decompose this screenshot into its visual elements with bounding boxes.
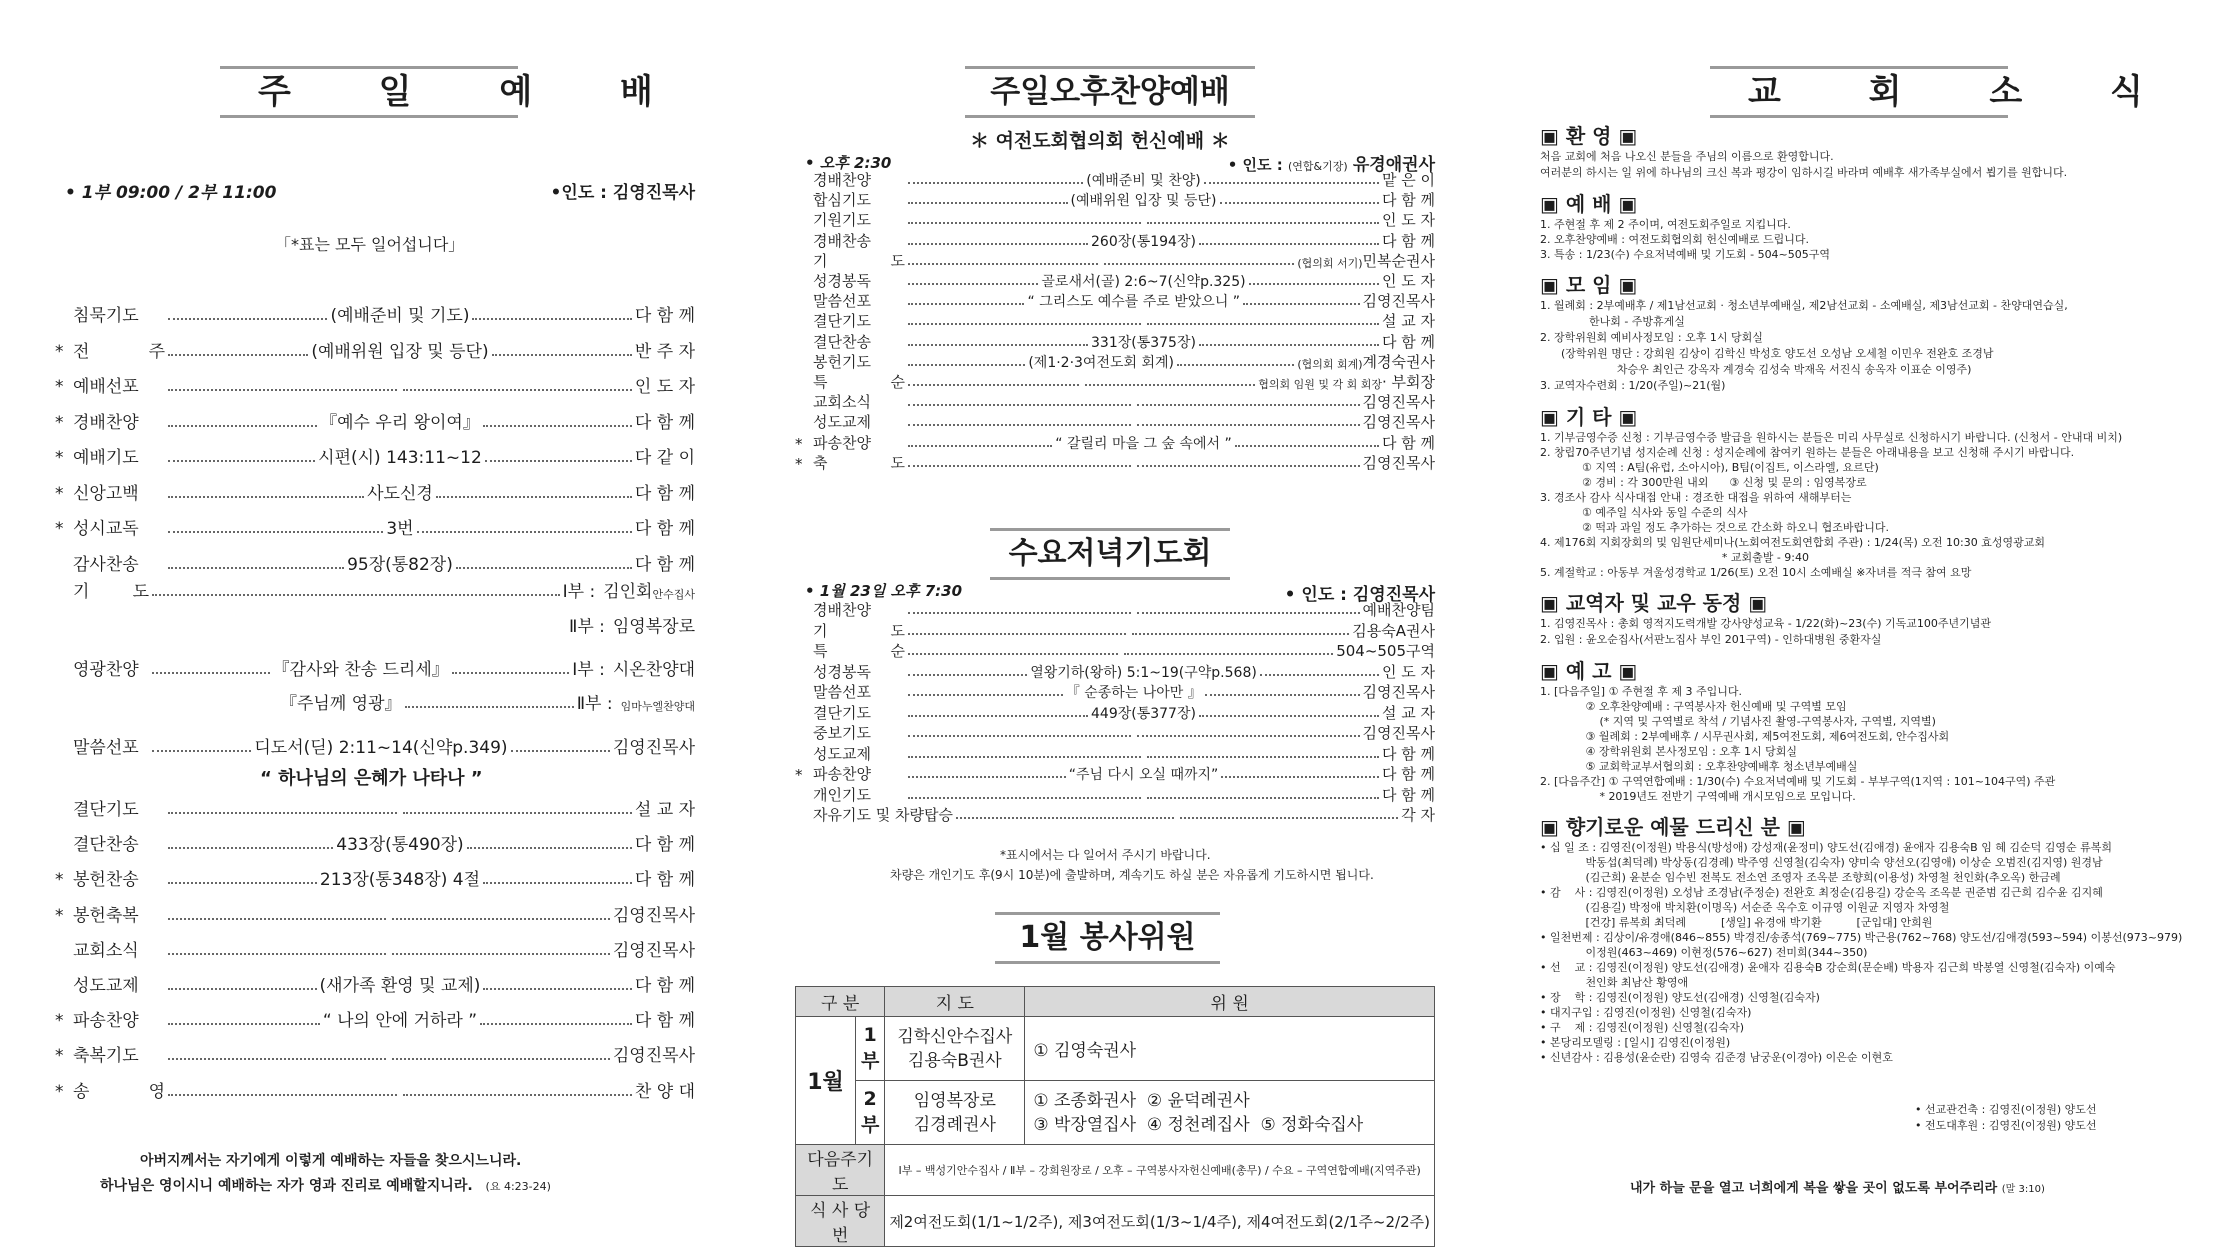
standing-mark: * (55, 905, 64, 926)
news-line: ② 오후찬양예배 : 구역봉사자 헌신예배 및 구역별 모임 (1540, 700, 1847, 713)
order-row (55, 296, 695, 326)
order-row (795, 453, 1435, 473)
order-name: 말씀선포 (73, 738, 139, 758)
order-name: 송 영 (73, 1081, 165, 1102)
part-1-guides (885, 1017, 1025, 1081)
news-line: (김용길) 박정애 박치환(이명옥) 서순준 옥수호 이규영 이원균 지영자 차영철 (1540, 901, 1950, 914)
order-name: 특 순 (813, 642, 905, 660)
news-line: 1. 주현절 후 제 2 주이며, 여전도회주일로 지킵니다. (1540, 218, 1791, 231)
news-line: • 감 사 : 김영진(이정원) 오성남 조경남(주정순) 전완호 최정순(김용길) 강순옥 조옥분 권준범 김근희 김수윤 김지혜 (1540, 886, 2103, 899)
order-detail: “ 나의 안에 거하라 ” (322, 1011, 478, 1032)
order-row (795, 412, 1435, 432)
order-detail: 3번 (386, 519, 414, 539)
praise-song-1: 『감사와 찬송 드리세』 (272, 660, 449, 680)
news-line: ① 예주일 식사와 동일 수준의 식사 (1540, 506, 1748, 519)
news-line: 여러분의 하시는 일 위에 하나님의 크신 복과 평강이 임하시길 바라며 예배후 새가족부실에서 뵙기를 원합니다. (1540, 166, 2068, 179)
news-line: [건강] 류복희 최덕례 [생일] 유경애 박기환 [군입대] 안희원 (1540, 916, 1933, 929)
vehicle-note: 차량은 개인기도 후(9시 10분)에 출발하며, 계속기도 하실 분은 자유롭게 기도하시면 됩니다. (890, 868, 1374, 882)
standing-mark: * (55, 341, 64, 362)
order-name: 합심기도 (813, 191, 871, 210)
news-line: ② 경비 : 각 300만원 내외 ③ 신청 및 문의 : 임영복장로 (1540, 476, 1867, 489)
news-line: ② 떡과 과일 정도 추가하는 것으로 간소화 하오니 협조바랍니다. (1540, 521, 1889, 534)
news-line: 2. 창립70주년기념 성지순례 신청 : 성지순례에 참여키 원하는 분들은 아래내용을 보고 신청해 주시기 바랍니다. (1540, 446, 2075, 459)
order-name: 성도교제 (73, 976, 139, 996)
standing-mark: * (795, 434, 803, 453)
standing-mark: * (55, 519, 64, 539)
order-detail: 사도신경 (367, 483, 433, 504)
news-line: 천인화 최남산 황영애 (1540, 976, 1689, 989)
closing-verse-text: 내가 하늘 문을 열고 너희에게 복을 쌓을 곳이 없도록 부어주리라 (1630, 1181, 1998, 1196)
standing-note-2: *표시에서는 다 일어서 주시기 바랍니다. (1000, 848, 1211, 862)
news-line: 1. 김영진목사 : 총회 영적지도력개발 강사양성교육 - 1/22(화)~23(수) 기독교100주년기념관 (1540, 617, 1991, 630)
order-row (55, 825, 695, 855)
order-row (795, 170, 1435, 190)
order-name: 신앙고백 (73, 483, 139, 504)
order-name: 말씀선포 (813, 292, 871, 311)
order-name: 봉헌찬송 (73, 870, 139, 891)
leader-name: 유경애권사 (1352, 155, 1435, 175)
afternoon-worship-column (795, 0, 1435, 1246)
order-leader: 다 함 께 (634, 835, 695, 856)
order-detail: 95장(통82장) (347, 554, 453, 575)
order-row (55, 509, 695, 539)
order-name: 말씀선포 (813, 683, 871, 701)
news-line: • 구 제 : 김영진(이정원) 신영철(김숙자) (1540, 1021, 1745, 1034)
order-row (55, 1001, 695, 1031)
wednesday-leader: • 인도 : 김영진목사 (1284, 585, 1435, 605)
order-detail: (제1·2·3여전도회 회계) (1028, 354, 1174, 371)
order-name: 전 주 (73, 341, 165, 362)
order-leader: 다 함 께 (1381, 191, 1435, 210)
standing-mark: * (55, 377, 64, 397)
col-header-members: 위 원 (1025, 987, 1435, 1017)
order-row (55, 403, 695, 433)
praise-part2-choir: 임마누엘찬양대 (620, 700, 695, 713)
order-name: 결단찬송 (73, 835, 139, 856)
afternoon-time: • 오후 2:30 (805, 154, 892, 172)
order-name: 성시교독 (73, 519, 139, 539)
prayer-row (55, 572, 695, 602)
order-name: 경배찬양 (813, 601, 871, 619)
order-row (55, 474, 695, 504)
sermon-title: “ 하나님의 은혜가 나타나 ” (260, 768, 483, 789)
order-row (795, 372, 1435, 392)
order-leader: 다 함 께 (634, 554, 695, 575)
order-row (795, 600, 1435, 620)
order-leader: 반 주 자 (634, 341, 695, 362)
order-name: 성경봉독 (813, 662, 871, 681)
closing-verse-ref: (말 3:10) (2001, 1184, 2045, 1195)
standing-mark: * (55, 448, 64, 468)
member-name: ④ 정천례집사 (1146, 1114, 1250, 1135)
order-leader: 다 같 이 (634, 448, 695, 468)
standing-mark: * (795, 454, 803, 473)
standing-note: 「*표는 모두 일어섭니다」 (275, 235, 465, 254)
news-line: 처음 교회에 처음 나오신 분들을 주님의 이름으로 환영합니다. (1540, 150, 1834, 163)
next-prayer-value: Ⅰ부 – 백성기안수집사 / Ⅱ부 – 강희원장로 / 오후 – 구역봉사자헌신예배(총무) / 수요 – 구역연합예배(지역주관) (885, 1145, 1435, 1196)
order-name: 영광찬양 (73, 660, 139, 680)
offering-extra-1: • 선교관건축 : 김영진(이정원) 양도선 (1915, 1103, 2097, 1116)
order-row (795, 231, 1435, 251)
order-leader: 다 함 께 (634, 976, 695, 996)
order-leader: 김영진목사 (1362, 683, 1435, 701)
order-name: 성경봉독 (813, 272, 871, 290)
order-detail: “주님 다시 오실 때까지” (1068, 767, 1219, 783)
guide-name: 김학신안수집사 (897, 1026, 1013, 1047)
meal-duty-label: 식 사 당 번 (796, 1196, 885, 1247)
news-line: 박동섭(최덕례) 박상동(김경례) 박주영 신영철(김숙자) 양미숙 양선오(김영애) 이상순 오범진(김지영) 원경남 (1540, 856, 2103, 869)
order-name: 자유기도 및 차량탑승 (813, 806, 953, 824)
member-name: ⑤ 정화숙집사 (1260, 1114, 1364, 1135)
order-leader: 예배찬양팀 (1362, 601, 1435, 619)
prayer-part2-name: 임영복장로 (612, 617, 695, 637)
order-name: 감사찬송 (73, 554, 139, 575)
news-line: 2. 입원 : 윤오순집사(서판노집사 부인 201구역) - 인하대병원 중환자실 (1540, 633, 1882, 646)
order-row (55, 332, 695, 362)
order-row (795, 662, 1435, 682)
order-name: 축 도 (813, 453, 905, 472)
order-detail: 433장(통490장) (336, 835, 464, 856)
praise-song-2: 『주님께 영광』 (280, 694, 402, 714)
sunday-worship-column (55, 0, 695, 1240)
order-row (795, 805, 1435, 825)
order-leader: · 부회장 (1381, 373, 1435, 391)
leader-label: • 인도 : (1227, 156, 1283, 174)
news-line: 1. [다음주일] ① 주현절 후 제 3 주입니다. (1540, 685, 1743, 698)
order-row (795, 311, 1435, 331)
order-leader: 계경숙권사 (1362, 352, 1435, 371)
news-line: ① 지역 : A팀(유럽, 소아시아), B팀(이집트, 이스라엘, 요르단) (1540, 461, 1879, 474)
news-line: ④ 장학위원회 본사정모임 : 오후 1시 당회실 (1540, 745, 1798, 758)
prayer-part1-label: Ⅰ부 : (562, 582, 596, 602)
glory-praise-row (55, 650, 695, 680)
order-leader: 찬 양 대 (634, 1081, 695, 1102)
order-leader: 설 교 자 (1381, 312, 1435, 331)
meal-duty-value: 제2여전도회(1/1~1/2주), 제3여전도회(1/3~1/4주), 제4여전도회(2/1주~2/2주) (885, 1196, 1435, 1247)
order-row (55, 790, 695, 820)
order-name: 결단기도 (813, 703, 871, 722)
order-name: 결단찬송 (813, 332, 871, 351)
order-row (795, 621, 1435, 641)
verse-reference: (요 4:23-24) (485, 1180, 551, 1193)
standing-mark: * (55, 1081, 64, 1102)
prayer-part1-name: 김인회 (603, 582, 653, 602)
afternoon-subtitle: ＊ 여전도회협의회 헌신예배 ＊ (970, 130, 1230, 152)
order-name: 성도교제 (813, 744, 871, 763)
news-line: (김근희) 윤분순 임수빈 전복도 전소연 조영자 조옥분 조향희(이용성) 차영철 천인화(추오옥) 한금례 (1540, 871, 2061, 884)
order-leader: 김영진목사 (1362, 393, 1435, 412)
leader-note: (협의회 회계) (1297, 357, 1363, 371)
order-name: 봉헌축복 (73, 905, 139, 926)
order-name: 기원기도 (813, 211, 871, 230)
order-leader: 인 도 자 (1381, 272, 1435, 290)
order-detail: 열왕기하(왕하) 5:1~19(구약p.568) (1030, 664, 1257, 681)
order-name: 경배찬양 (813, 171, 871, 189)
order-detail: 331장(통375장) (1091, 334, 1196, 351)
month-cell: 1월 (796, 1017, 856, 1145)
news-line: 3. 교역자수련회 : 1/20(주일)~21(월) (1540, 379, 1726, 392)
order-leader: 김영진목사 (1362, 292, 1435, 311)
order-row (795, 251, 1435, 271)
order-leader: 다 함 께 (634, 483, 695, 504)
praise-part2-label: Ⅱ부 : (576, 694, 613, 714)
news-line: 5. 계절학교 : 아동부 겨울성경학교 1/26(토) 오전 10시 소예배실 ※자녀를 적극 참여 요망 (1540, 566, 1972, 579)
order-leader: 다 함 께 (1381, 765, 1435, 783)
guide-name: 김용숙B권사 (907, 1050, 1002, 1071)
order-row (55, 545, 695, 575)
order-leader: 김영진목사 (1362, 413, 1435, 432)
order-row (795, 392, 1435, 412)
col-header-guide: 지 도 (885, 987, 1025, 1017)
news-line: 1. 기부금영수증 신청 : 기부금영수증 발급을 원하시는 분들은 미리 사무실로 신청하시기 바랍니다. (신청서 - 안내대 비치) (1540, 431, 2123, 444)
news-line: 이정원(463~469) 이현정(576~627) 전미희(344~350) (1540, 946, 1868, 959)
news-section-heading: ▣ 예 배 ▣ (1540, 192, 1638, 216)
news-section-heading: ▣ 교역자 및 교우 동정 ▣ (1540, 591, 1768, 615)
order-row (795, 744, 1435, 764)
order-detail: 시편(시) 143:11~12 (318, 448, 482, 468)
leader-note: (협의회 서기) (1297, 256, 1363, 270)
order-name: 파송찬양 (73, 1011, 139, 1032)
news-section-heading: ▣ 기 타 ▣ (1540, 405, 1638, 429)
order-detail: “ 그리스도 예수를 주로 받았으니 ” (1027, 294, 1241, 311)
news-section-heading: ▣ 향기로운 예물 드리신 분 ▣ (1540, 815, 1806, 839)
member-name: ② 윤덕례권사 (1146, 1090, 1250, 1111)
order-row (795, 352, 1435, 372)
standing-mark: * (55, 483, 64, 504)
news-line: • 본당리모델링 : [일시] 김영진(이정원) (1540, 1036, 1731, 1049)
order-leader: 인 도 자 (1381, 662, 1435, 681)
standing-mark: * (55, 870, 64, 891)
news-line: 2. 오후찬양예배 : 여전도회협의회 헌신예배로 드립니다. (1540, 233, 1809, 246)
praise-part1-choir: 시온찬양대 (612, 660, 695, 680)
order-leader: 인 도 자 (634, 377, 695, 397)
leader-note: (연합&기장) (1287, 160, 1348, 173)
standing-mark: * (55, 1011, 64, 1032)
news-section-heading: ▣ 모 임 ▣ (1540, 273, 1638, 297)
news-line: * 2019년도 전반기 구역예배 개시모임으로 모입니다. (1540, 790, 1856, 803)
order-detail: (새가족 환영 및 교제) (319, 976, 481, 996)
guide-name: 김경례권사 (913, 1114, 996, 1135)
part-1-members: ① 김영숙권사 (1025, 1017, 1435, 1081)
order-detail: 『예수 우리 왕이여』 (320, 412, 480, 433)
news-line: (* 지역 및 구역별로 착석 / 기념사진 촬영-구역봉사자, 구역별, 지역별) (1540, 715, 1936, 728)
order-detail: 골로새서(골) 2:6~7(신약p.325) (1041, 274, 1246, 290)
news-line: • 선 교 : 김영진(이정원) 양도선(김애경) 윤애자 김용숙B 강순희(문순배) 박용자 김근희 박봉열 신영철(김숙자) 이예숙 (1540, 961, 2116, 974)
order-name: 축복기도 (73, 1046, 139, 1067)
order-leader: 다 함 께 (1381, 785, 1435, 804)
order-row (795, 764, 1435, 784)
news-section-heading: ▣ 예 고 ▣ (1540, 659, 1638, 683)
order-name: 예배기도 (73, 448, 139, 468)
leader-note: 협의회 임원 및 각 회 회장 (1258, 378, 1382, 391)
wednesday-title: 수요저녁기도회 (990, 528, 1230, 580)
sermon-leader: 김영진목사 (612, 738, 695, 758)
order-leader: 김용숙A권사 (1352, 621, 1435, 640)
order-leader: 맡 은 이 (1381, 171, 1435, 189)
order-leader: 각 자 (1401, 806, 1435, 824)
news-line: 2. [다음주간] ① 구역연합예배 : 1/30(수) 수요저녁예배 및 기도회 - 부부구역(1지역 : 101~104구역) 주관 (1540, 775, 2056, 788)
order-detail: (예배준비 및 찬양) (1086, 173, 1201, 189)
order-name: 기 도 (73, 582, 149, 602)
order-leader: 설 교 자 (634, 800, 695, 820)
order-row (795, 190, 1435, 210)
order-leader: 김영진목사 (1362, 724, 1435, 742)
order-name: 교회소식 (813, 393, 871, 412)
order-leader: 504~505구역 (1336, 642, 1435, 660)
order-name: 침묵기도 (73, 306, 139, 326)
order-row (55, 896, 695, 926)
volunteer-table (795, 986, 1435, 1247)
part-2-cell: 2부 (856, 1081, 885, 1145)
order-row (795, 210, 1435, 230)
order-name: 경배찬양 (73, 412, 139, 433)
order-row (55, 1036, 695, 1066)
order-detail: (예배위원 입장 및 등단) (311, 341, 489, 362)
order-leader: 다 함 께 (634, 412, 695, 433)
news-line: (장학위원 명단 : 강희원 김상이 김학신 박성호 양도선 오성남 오세철 이민우 전완호 조경남 (1540, 347, 1994, 360)
standing-mark: * (55, 1046, 64, 1067)
order-row (795, 433, 1435, 453)
volunteers-title: 1월 봉사위원 (995, 912, 1220, 964)
order-detail: (예배위원 입장 및 등단) (1070, 193, 1217, 210)
order-leader: 다 함 께 (634, 870, 695, 891)
order-name: 개인기도 (813, 785, 871, 804)
order-row (795, 785, 1435, 805)
verse-line-2 (100, 1175, 551, 1195)
sunday-worship-title: 주 일 예 배 (220, 66, 518, 118)
order-detail: (예배준비 및 기도) (330, 306, 470, 326)
order-detail: 260장(통194장) (1091, 233, 1196, 250)
verse-line-1: 아버지께서는 자기에게 이렇게 예배하는 자들을 찾으시느니라. (140, 1153, 522, 1169)
order-name: 예배선포 (73, 377, 139, 397)
verse-text-2: 하나님은 영이시니 예배하는 자가 영과 진리로 예배할지니라. (100, 1178, 473, 1194)
prayer-part1-title: 안수집사 (652, 588, 695, 601)
order-row (795, 723, 1435, 743)
order-name: 결단기도 (813, 312, 871, 331)
member-name: ③ 박장열집사 (1033, 1114, 1137, 1135)
worship-time: • 1부 09:00 / 2부 11:00 (65, 183, 277, 203)
order-row (55, 860, 695, 890)
sermon-row (55, 728, 695, 758)
part-2-members (1025, 1081, 1435, 1145)
news-line: ③ 월례회 : 2부예배후 / 시무권사회, 제5여전도회, 제6여전도회, 안수집사회 (1540, 730, 1950, 743)
order-leader: 다 함 께 (1381, 744, 1435, 763)
offering-extra-2: • 전도대후원 : 김영진(이정원) 양도선 (1915, 1119, 2097, 1132)
prayer-row-2 (55, 607, 695, 637)
order-name: 교회소식 (73, 940, 139, 961)
part-2-guides (885, 1081, 1025, 1145)
order-row (795, 703, 1435, 723)
guide-name: 임영복장로 (913, 1090, 996, 1111)
order-leader: 김영진목사 (612, 905, 695, 926)
order-detail: 449장(통377장) (1091, 705, 1196, 722)
order-leader: 다 함 께 (1381, 332, 1435, 351)
order-name: 기 도 (813, 621, 905, 640)
order-leader: 김영진목사 (1362, 453, 1435, 472)
order-detail: “ 갈릴리 마을 그 숲 속에서 ” (1055, 435, 1232, 452)
order-leader: 민복순권사 (1362, 251, 1435, 270)
news-line: 4. 제176회 지회장회의 및 임원단세미나(노회여전도회연합회 주관) : 1/24(목) 오전 10:30 효성영광교회 (1540, 536, 2046, 549)
news-line: 3. 특송 : 1/23(수) 수요저녁예배 및 기도회 - 504~505구역 (1540, 248, 1831, 261)
order-name: 경배찬송 (813, 231, 871, 250)
closing-verse (1630, 1177, 2045, 1196)
col-header-division: 구 분 (796, 987, 885, 1017)
order-row (55, 1072, 695, 1102)
order-leader: 다 함 께 (634, 519, 695, 539)
next-prayer-label: 다음주기도 (796, 1145, 885, 1196)
order-row (795, 271, 1435, 291)
member-name: ① 조종화권사 (1033, 1090, 1137, 1111)
order-row (55, 367, 695, 397)
order-leader: 설 교 자 (1381, 703, 1435, 722)
church-news-column (1540, 0, 2183, 1240)
news-line: • 일천번제 : 김상이/유경애(846~855) 박경진/송종석(769~775) 박근용(762~768) 양도선/김애경(593~594) 이봉선(973~979) (1540, 931, 2183, 944)
order-name: 중보기도 (813, 724, 871, 742)
order-name: 결단기도 (73, 800, 139, 820)
afternoon-worship-title: 주일오후찬양예배 (965, 66, 1255, 118)
order-leader: 다 함 께 (634, 1011, 695, 1032)
news-line: 1. 월례회 : 2부예배후 / 제1남선교회 · 청소년부예배실, 제2남선교회 - 소예배실, 제3남선교회 - 찬양대연습실, (1540, 299, 2068, 312)
glory-praise-row-2 (55, 684, 695, 714)
order-name: 파송찬양 (813, 765, 871, 783)
order-row (55, 966, 695, 996)
order-leader: 다 함 께 (1381, 231, 1435, 250)
wednesday-time: • 1월 23일 오후 7:30 (805, 582, 963, 600)
sermon-scripture: 디도서(딛) 2:11~14(신약p.349) (254, 738, 508, 758)
order-row (55, 438, 695, 468)
news-line: 2. 장학위원회 예비사정모임 : 오후 1시 당회실 (1540, 331, 1763, 344)
news-line: • 장 학 : 김영진(이정원) 양도선(김애경) 신영철(김숙자) (1540, 991, 1820, 1004)
order-name: 특 순 (813, 373, 905, 391)
prayer-part2-label: Ⅱ부 : (568, 617, 605, 637)
order-name: 봉헌기도 (813, 352, 871, 371)
part-1-cell: 1부 (856, 1017, 885, 1081)
order-row (55, 931, 695, 961)
order-row (795, 332, 1435, 352)
order-row (795, 682, 1435, 702)
news-line: 한나회 - 주방휴게실 (1540, 315, 1685, 328)
order-leader: 김영진목사 (612, 1046, 695, 1067)
praise-part1-label: Ⅰ부 : (572, 660, 605, 680)
order-row (795, 641, 1435, 661)
order-name: 기 도 (813, 251, 905, 270)
order-name: 파송찬양 (813, 433, 871, 452)
order-leader: 인 도 자 (1381, 211, 1435, 230)
worship-leader: •인도 : 김영진목사 (550, 183, 695, 203)
news-line: • 대지구입 : 김영진(이정원) 신영철(김숙자) (1540, 1006, 1752, 1019)
news-line: • 십 일 조 : 김영진(이정원) 박용식(방성애) 강성재(윤정미) 양도선(김애경) 윤애자 김용숙B 임 혜 김순덕 김영순 류복희 (1540, 841, 2113, 854)
order-leader: 다 함 께 (1381, 433, 1435, 452)
news-line: ⑤ 교회학교부서협의회 : 오후찬양예배후 청소년부예배실 (1540, 760, 1858, 773)
order-leader: 다 함 께 (634, 306, 695, 326)
news-section-heading: ▣ 환 영 ▣ (1540, 124, 1638, 148)
news-line: * 교회출발 - 9:40 (1540, 551, 1809, 564)
standing-mark: * (55, 412, 64, 433)
order-detail: 213장(통348장) 4절 (319, 870, 480, 891)
news-line: 차승우 최인근 강옥자 계경숙 김성숙 박재옥 서진식 송옥자 이표순 이영주) (1540, 363, 1972, 376)
order-row (795, 291, 1435, 311)
news-line: • 신년감사 : 김용성(윤순란) 김영숙 김준경 남궁운(이경아) 이은순 이현호 (1540, 1051, 1893, 1064)
news-line: 3. 경조사 감사 식사대접 안내 : 경조한 대접을 위하여 새해부터는 (1540, 491, 1852, 504)
church-news-title: 교 회 소 식 (1710, 66, 2008, 118)
standing-mark: * (795, 766, 803, 784)
order-detail: 『 순종하는 나아만 』 (1065, 685, 1202, 701)
order-name: 성도교제 (813, 413, 871, 432)
order-leader: 김영진목사 (612, 940, 695, 961)
